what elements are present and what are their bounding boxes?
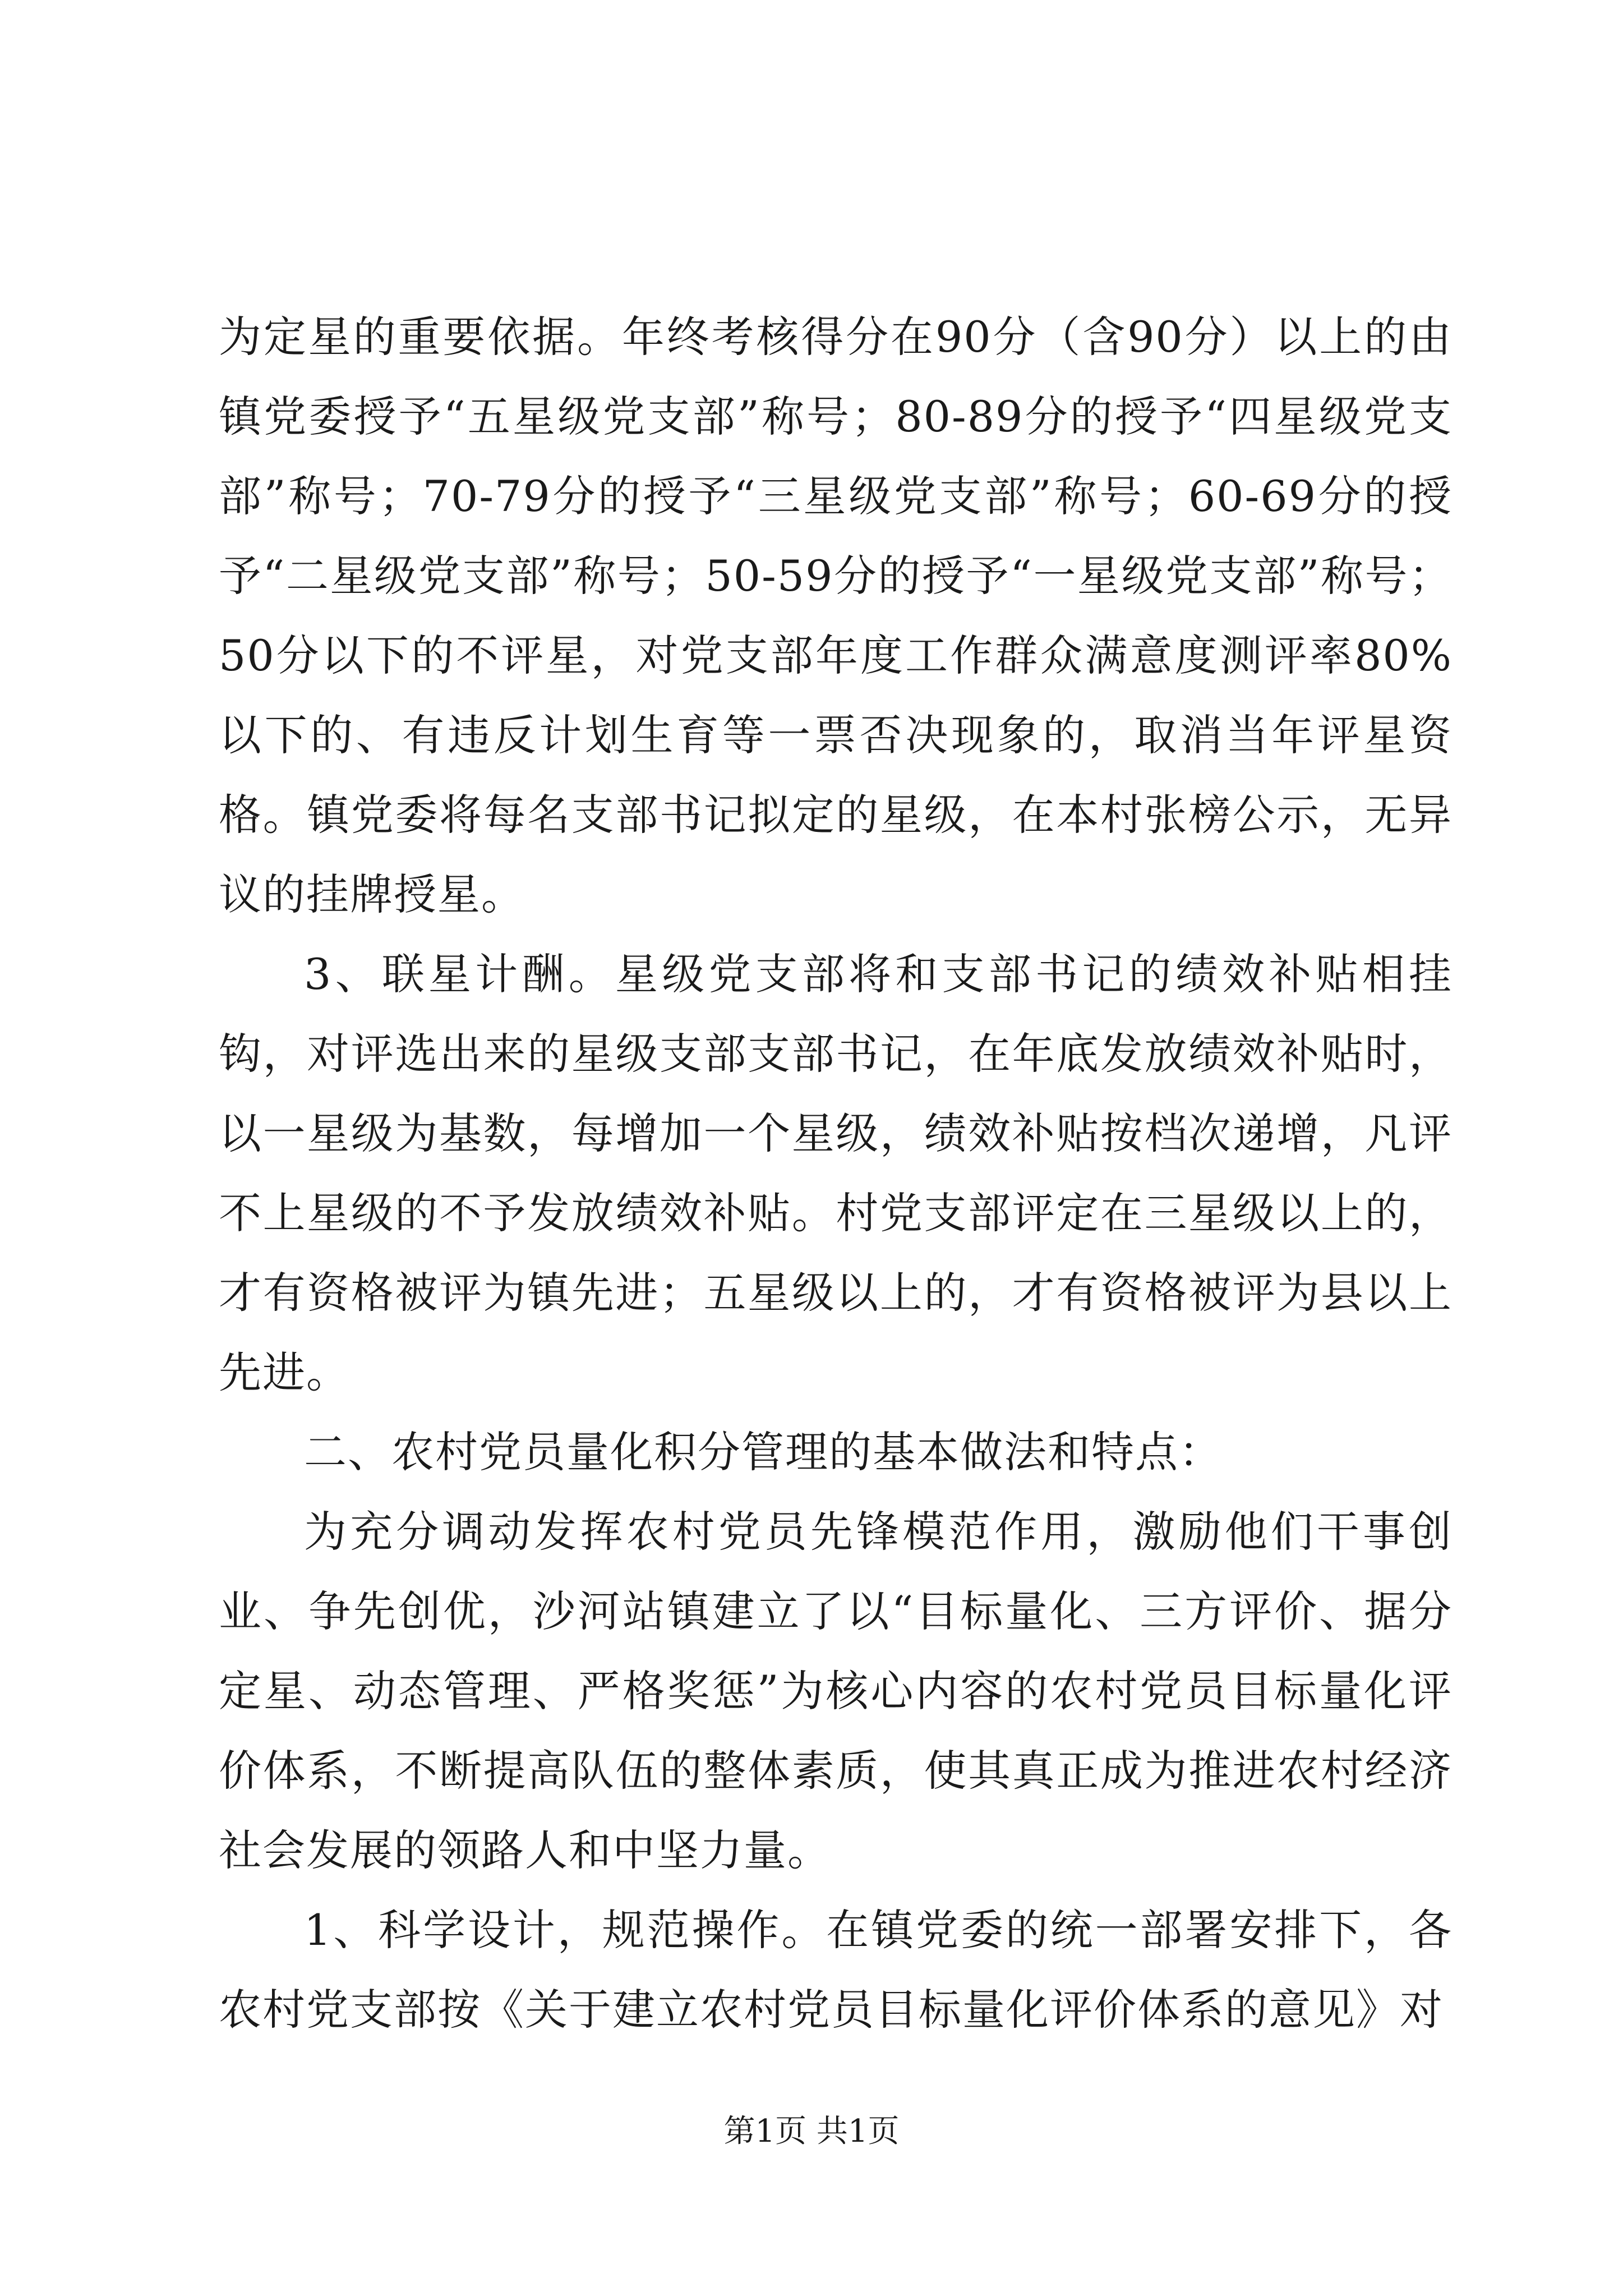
document-body [219,297,1453,2050]
paragraph-3: 为充分调动发挥农村党员先锋模范作用，激励他们干事创业、争先创优，沙河站镇建立了以“目标量化、三方评价、据分定星、动态管理、严格奖惩”为核心内容的农村党员目标量化评价体系，不断提高队伍的整体素质，使其真正成为推进农村经济社会发展的领路人和中坚力量。 [219,1507,1453,1875]
paragraph-4: 1、科学设计，规范操作。在镇党委的统一部署安排下，各农村党支部按《关于建立农村党员目标量化评价体系的意见》对 [219,1905,1453,2035]
page-footer: 第1页 共1页 [723,2113,900,2150]
section-heading: 二、农村党员量化积分管理的基本做法和特点： [304,1427,1223,1477]
paragraph-1: 为定星的重要依据。年终考核得分在90分（含90分）以上的由镇党委授予“五星级党支部”称号；80-89分的授予“四星级党支部”称号；70-79分的授予“三星级党支部”称号；60-69分的授予“二星级党支部”称号；50-59分的授予“一星级党支部”称号；50分以下的不评星，对党支部年度工作群众满意度测评率80%以下的、有违反计划生育等一票否决现象的，取消当年评星资格。镇党委将每名支部书记拟定的星级，在本村张榜公示，无异议的挂牌授星。 [219,312,1453,919]
paragraph-2: 3、联星计酬。星级党支部将和支部书记的绩效补贴相挂钩，对评选出来的星级支部支部书记，在年底发放绩效补贴时，以一星级为基数，每增加一个星级，绩效补贴按档次递增，凡评不上星级的不予发放绩效补贴。村党支部评定在三星级以上的，才有资格被评为镇先进；五星级以上的，才有资格被评为县以上先进。 [219,949,1453,1397]
